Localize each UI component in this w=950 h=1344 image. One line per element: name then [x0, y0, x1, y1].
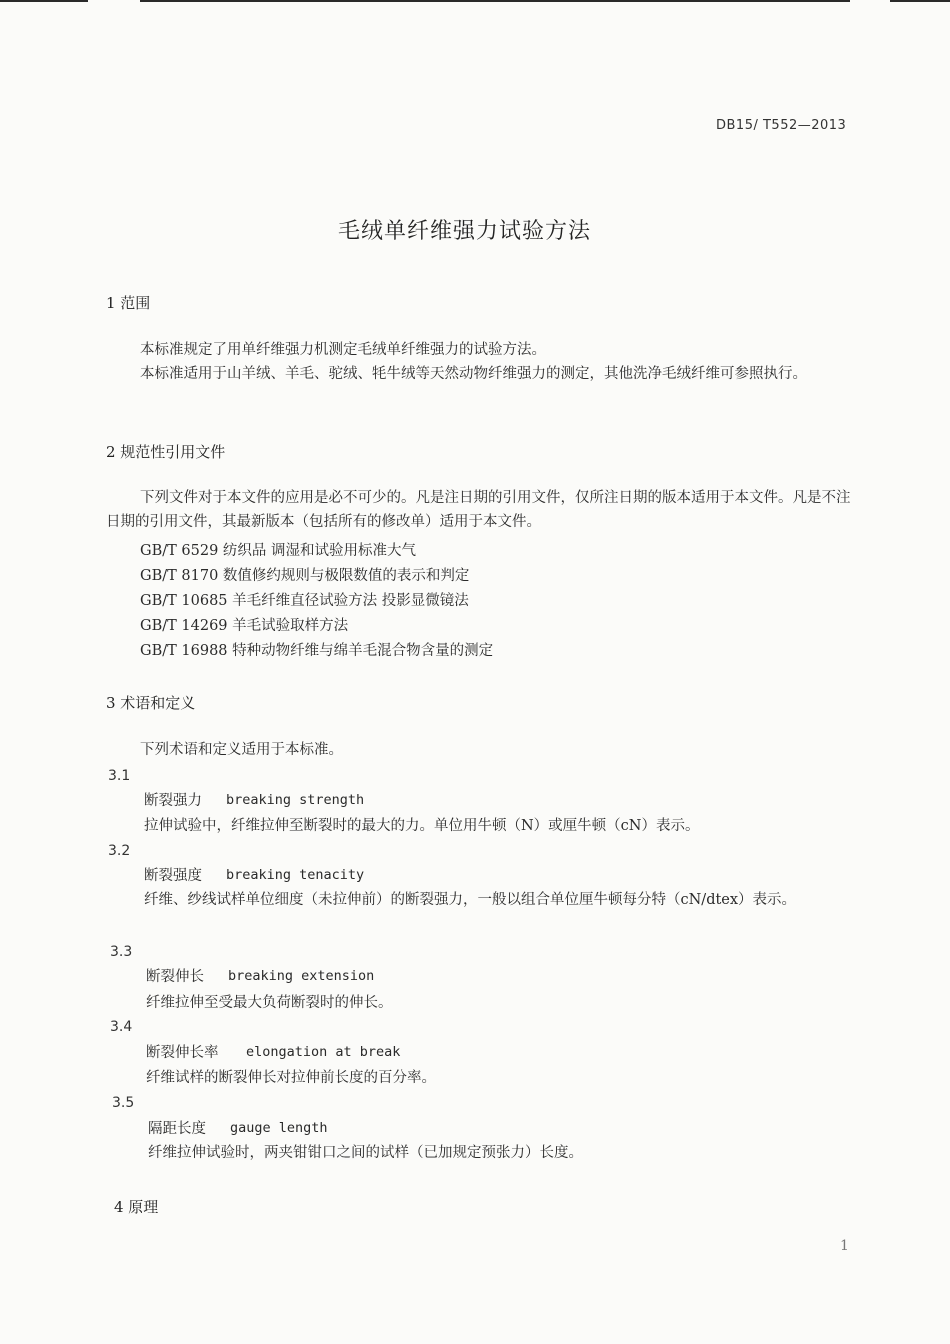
page-title: 毛绒单纤维强力试验方法: [338, 219, 592, 244]
reference-item: GB/T 16988 特种动物纤维与绵羊毛混合物含量的测定: [140, 643, 494, 659]
term-number: 3.4: [110, 1019, 133, 1035]
term-number: 3.5: [112, 1095, 135, 1111]
top-scan-line: [890, 0, 950, 2]
paragraph: 本标准规定了用单纤维强力机测定毛绒单纤维强力的试验方法。: [140, 342, 546, 358]
term-number: 3.1: [108, 768, 131, 784]
paragraph: 下列术语和定义适用于本标准。: [140, 742, 343, 758]
term-number: 3.2: [108, 843, 131, 859]
term-english: breaking extension: [228, 968, 375, 984]
term-definition: 纤维试样的断裂伸长对拉伸前长度的百分率。: [146, 1070, 436, 1086]
term-english: breaking strength: [226, 792, 365, 808]
term-chinese: 断裂伸长率: [146, 1045, 219, 1061]
top-scan-line: [140, 0, 850, 2]
page-number: 1: [840, 1238, 849, 1254]
term-chinese: 断裂强度: [144, 868, 202, 884]
term-number: 3.3: [110, 944, 133, 960]
term-english: gauge length: [230, 1120, 328, 1136]
term-chinese: 断裂伸长: [146, 969, 204, 985]
section-heading-principle: 4 原理: [114, 1198, 159, 1216]
section-heading-terms-definitions: 3 术语和定义: [106, 694, 196, 712]
term-definition: 纤维拉伸试验时，两夹钳钳口之间的试样（已加规定预张力）长度。: [148, 1145, 583, 1161]
term-chinese: 隔距长度: [148, 1121, 206, 1137]
reference-item: GB/T 6529 纺织品 调湿和试验用标准大气: [140, 543, 417, 559]
document-code: DB15/ T552—2013: [716, 118, 847, 133]
reference-item: GB/T 14269 羊毛试验取样方法: [140, 618, 349, 634]
section-heading-scope: 1 范围: [106, 294, 151, 312]
term-english: breaking tenacity: [226, 867, 365, 883]
top-scan-line: [0, 0, 88, 2]
term-definition: 拉伸试验中，纤维拉伸至断裂时的最大的力。单位用牛顿（N）或厘牛顿（cN）表示。: [144, 818, 700, 834]
paragraph: 本标准适用于山羊绒、羊毛、驼绒、牦牛绒等天然动物纤维强力的测定，其他洗净毛绒纤维可参照执行。: [140, 366, 807, 382]
term-english: elongation at break: [246, 1044, 401, 1060]
term-chinese: 断裂强力: [144, 793, 202, 809]
reference-item: GB/T 8170 数值修约规则与极限数值的表示和判定: [140, 568, 470, 584]
paragraph: 下列文件对于本文件的应用是必不可少的。凡是注日期的引用文件，仅所注日期的版本适用于本文件。凡是不注日期的引用文件，其最新版本（包括所有的修改单）适用于本文件。: [106, 490, 851, 530]
reference-item: GB/T 10685 羊毛纤维直径试验方法 投影显微镜法: [140, 593, 469, 609]
term-definition: 纤维拉伸至受最大负荷断裂时的伸长。: [146, 995, 393, 1011]
section-heading-normative-references: 2 规范性引用文件: [106, 443, 226, 461]
term-definition: 纤维、纱线试样单位细度（未拉伸前）的断裂强力，一般以组合单位厘牛顿每分特（cN/dtex）表示。: [144, 892, 797, 908]
